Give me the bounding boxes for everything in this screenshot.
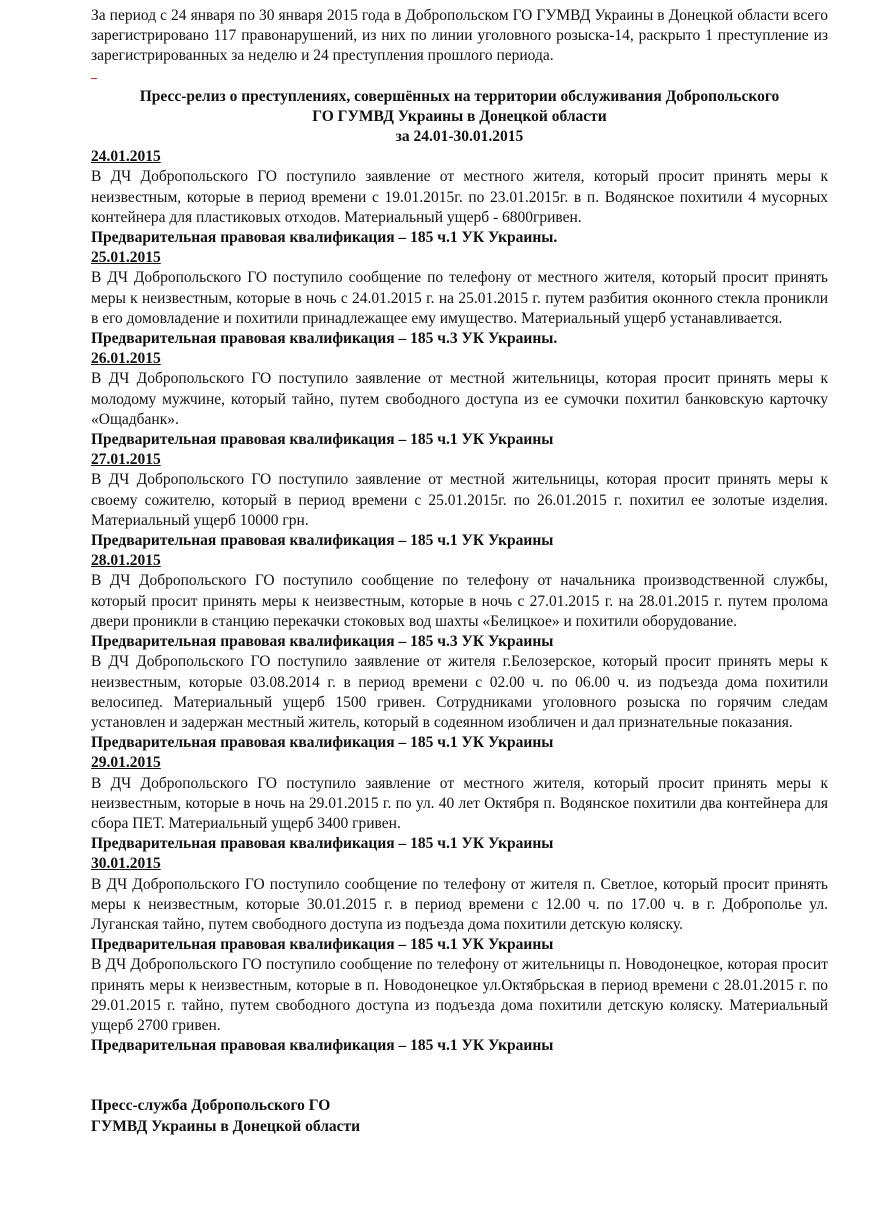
entry-qualification: Предварительная правовая квалификация – 185 ч.1 УК Украины	[91, 532, 554, 550]
entry-text: В ДЧ Добропольского ГО поступило заявление от местного жителя, который просит принять меры к неизвестным, которые в период времени с 19.01.2015г. по 23.01.2015г. в п. Водянское похитили 4 мусорных контейнера для пластиковых отходов. Материальный ущерб - 6800гривен.	[91, 168, 828, 226]
entry-qualification: Предварительная правовая квалификация – 185 ч.1 УК Украины.	[91, 229, 558, 247]
entry	[91, 248, 828, 349]
entry-qualification: Предварительная правовая квалификация – 185 ч.3 УК Украины.	[91, 330, 558, 348]
entry-text: В ДЧ Добропольского ГО поступило сообщение по телефону от жительницы п. Новодонецкое, которая просит принять меры к неизвестным, которые в п. Новодонецкое ул.Октябрьская в период времени с 28.01.2015 г. по 29.01.2015 г. тайно, путем свободного доступа из подъезда дома похитили детскую коляску. Материальный ущерб 2700 гривен.	[91, 956, 828, 1034]
entry-text: В ДЧ Добропольского ГО поступило заявление от жителя г.Белозерское, который просит принять меры к неизвестным, которые 03.08.2014 г. в период времени с 02.00 ч. по 06.00 ч. из подъезда дома похитили велосипед. Материальный ущерб 1500 гривен. Сотрудниками уголовного розыска по горячим следам установлен и задержан местный житель, который в содеянном изобличен и дал признательные показания.	[91, 653, 828, 731]
entry	[91, 551, 828, 652]
entry-date: 28.01.2015	[91, 552, 161, 570]
entry-text: В ДЧ Добропольского ГО поступило заявление от местного жителя, который просит принять меры к неизвестным, которые в ночь на 29.01.2015 г. по ул. 40 лет Октября п. Водянское похитили два контейнера для сбора ПЕТ. Материальный ущерб 3400 гривен.	[91, 774, 828, 832]
entry-qualification: Предварительная правовая квалификация – 185 ч.1 УК Украины	[91, 1037, 554, 1055]
red-mark	[91, 67, 828, 87]
document-page	[91, 6, 828, 1137]
entry	[91, 349, 828, 450]
entry-date: 29.01.2015	[91, 754, 161, 772]
entry-text: В ДЧ Добропольского ГО поступило сообщение по телефону от местного жителя, который просит принять меры к неизвестным, которые в ночь с 24.01.2015 г. на 25.01.2015 г. путем разбития оконного стекла проникли в его домовладение и похитили принадлежащее ему имущество. Материальный ущерб устанавливается.	[91, 269, 828, 327]
entry	[91, 955, 828, 1056]
entry	[91, 753, 828, 854]
entry-text: В ДЧ Добропольского ГО поступило заявление от местной жительницы, которая просит принять меры к молодому мужчине, который тайно, путем свободного доступа из ее сумочки похитил банковскую карточку «Ощадбанк».	[91, 370, 828, 428]
press-release-title-line-2: ГО ГУМВД Украины в Донецкой области	[312, 107, 607, 125]
intro-paragraph: За период с 24 января по 30 января 2015 года в Добропольском ГО ГУМВД Украины в Донецкой области всего зарегистрировано 117 правонарушений, из них по линии уголовного розыска-14, раскрыто 1 преступление из зарегистрированных за неделю и 24 преступления прошлого периода.	[91, 7, 828, 65]
entry-date: 26.01.2015	[91, 350, 161, 368]
entry-qualification: Предварительная правовая квалификация – 185 ч.1 УК Украины	[91, 835, 554, 853]
entry-date: 25.01.2015	[91, 249, 161, 267]
entry-text: В ДЧ Добропольского ГО поступило сообщение по телефону от начальника производственной службы, который просит принять меры к неизвестным, которые в ночь с 27.01.2015 г. на 28.01.2015 г. путем пролома двери проникли в станцию перекачки стоковых вод шахты «Белицкое» и похитили оборудование.	[91, 572, 828, 630]
entry-qualification: Предварительная правовая квалификация – 185 ч.1 УК Украины	[91, 936, 554, 954]
entry	[91, 450, 828, 551]
entry-text: В ДЧ Добропольского ГО поступило заявление от местной жительницы, которая просит принять меры к своему сожителю, который в период времени с 25.01.2015г. по 26.01.2015 г. похитил ее золотые изделия. Материальный ущерб 10000 грн.	[91, 471, 828, 529]
entry	[91, 147, 828, 248]
entry-qualification: Предварительная правовая квалификация – 185 ч.1 УК Украины	[91, 431, 554, 449]
entry-qualification: Предварительная правовая квалификация – 185 ч.1 УК Украины	[91, 734, 554, 752]
signature-line-2: ГУМВД Украины в Донецкой области	[91, 1117, 361, 1135]
entry-date: 24.01.2015	[91, 148, 161, 166]
signature-line-1: Пресс-служба Добропольского ГО	[91, 1097, 331, 1115]
press-release-title-period: за 24.01-30.01.2015	[395, 128, 524, 146]
entry-date: 27.01.2015	[91, 451, 161, 469]
entry	[91, 854, 828, 955]
entry-date: 30.01.2015	[91, 855, 161, 873]
press-release-title-line-1: Пресс-релиз о преступлениях, совершённых на территории обслуживания Добропольского	[139, 87, 780, 105]
entry	[91, 652, 828, 753]
entry-text: В ДЧ Добропольского ГО поступило сообщение по телефону от жителя п. Светлое, который просит принять меры к неизвестным, которые 30.01.2015 г. в период времени с 12.00 ч. по 17.00 ч. в г. Доброполье ул. Луганская тайно, путем свободного доступа из подъезда дома похитили детскую коляску.	[91, 875, 828, 933]
entry-qualification: Предварительная правовая квалификация – 185 ч.3 УК Украины	[91, 633, 554, 651]
